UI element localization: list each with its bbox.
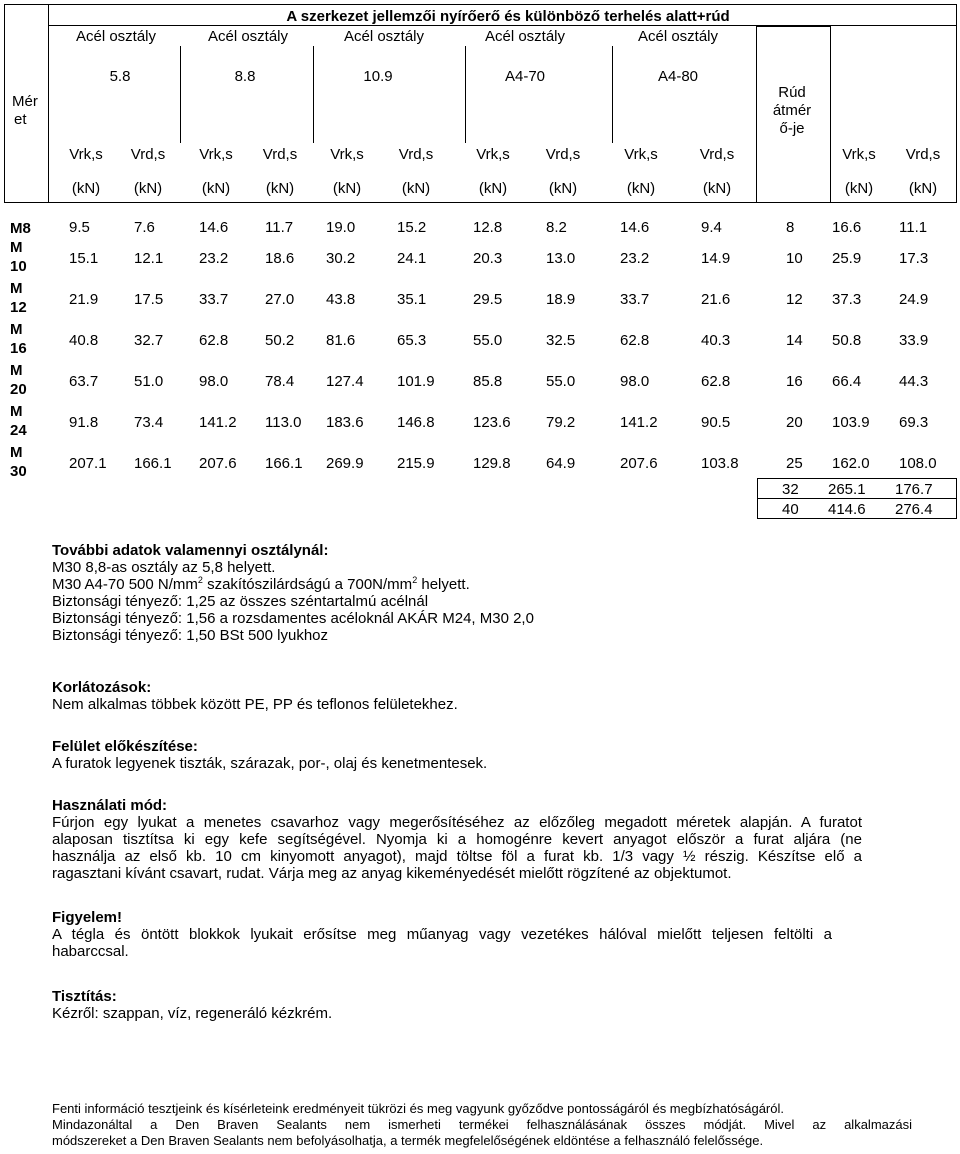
rod-label-1: Rúd: [778, 84, 806, 101]
more-data-heading: További adatok valamennyi osztálynál:: [52, 542, 329, 559]
class-label-1: Acél osztály: [75, 28, 157, 45]
limits-text: Nem alkalmas többek között PE, PP és teflonos felületekhez.: [52, 696, 458, 713]
class-label-5: Acél osztály: [637, 28, 719, 45]
rod-diameter-cell: 40: [782, 501, 799, 518]
rod-value-cell: 66.4: [832, 373, 862, 390]
vrk-label: Vrk,s: [330, 146, 364, 163]
rod-value-cell: 414.6: [828, 501, 866, 518]
unit-label: (kN): [626, 180, 656, 197]
usage-line: használja az első kb. 10 cm kinyomott anyagot), majd töltse föl a furat kb. 1/3 vagy ½ részig. Készítse elő a: [52, 848, 862, 865]
vrk-label: Vrk,s: [199, 146, 233, 163]
value-cell: 62.8: [620, 332, 650, 349]
rod-value-cell: 265.1: [828, 481, 866, 498]
class-label-3: Acél osztály: [343, 28, 425, 45]
value-cell: 78.4: [265, 373, 295, 390]
unit-label: (kN): [548, 180, 578, 197]
value-cell: 15.2: [397, 219, 427, 236]
unit-label: (kN): [844, 180, 874, 197]
table-row: [4, 278, 957, 318]
value-cell: 20.3: [473, 250, 503, 267]
value-cell: 113.0: [265, 414, 302, 431]
rod-diameter-cell: 20: [786, 414, 803, 431]
vrd-label: Vrd,s: [545, 146, 581, 163]
warning-line: A tégla és öntött blokkok lyukait erősítse meg műanyag vagy vezetékes hálóval mielőtt teljesen feltölti a: [52, 926, 832, 943]
vrd-label: Vrd,s: [398, 146, 434, 163]
more-data-line: Biztonsági tényező: 1,50 BSt 500 lyukhoz: [52, 627, 329, 644]
unit-label: (kN): [71, 180, 101, 197]
value-cell: 101.9: [397, 373, 435, 390]
value-cell: 207.6: [620, 455, 658, 472]
warning-line: habarccsal.: [52, 943, 129, 960]
cleaning-heading: Tisztítás:: [52, 988, 117, 1005]
usage-section: [52, 797, 862, 882]
vrd-label: Vrd,s: [262, 146, 298, 163]
value-cell: 7.6: [134, 219, 155, 236]
value-cell: 13.0: [546, 250, 576, 267]
footer-line: Fenti információ tesztjeink és kísérleteink eredményeit tükrözi és meg vagyunk győződve pontosságáról és megbízhatóságáról.: [52, 1101, 784, 1116]
table-row: [4, 217, 957, 237]
vrk-label: Vrk,s: [69, 146, 103, 163]
value-cell: 166.1: [265, 455, 303, 472]
value-cell: 9.4: [701, 219, 722, 236]
cleaning-section: [52, 988, 332, 1022]
unit-label: (kN): [908, 180, 938, 197]
corner-label-2: et: [14, 111, 27, 128]
unit-label: (kN): [332, 180, 362, 197]
disclaimer-footer: [52, 1101, 912, 1149]
value-cell: 215.9: [397, 455, 435, 472]
size-label: M8: [10, 220, 31, 237]
value-cell: 73.4: [134, 414, 164, 431]
unit-label: (kN): [401, 180, 431, 197]
value-cell: 141.2: [620, 414, 658, 431]
rod-value-cell: 69.3: [899, 414, 929, 431]
value-cell: 19.0: [326, 219, 356, 236]
value-cell: 62.8: [701, 373, 731, 390]
value-cell: 33.7: [199, 291, 229, 308]
class-value-10.9: 10.9: [363, 68, 393, 85]
value-cell: 55.0: [473, 332, 503, 349]
vrd-label: Vrd,s: [130, 146, 166, 163]
value-cell: 166.1: [134, 455, 172, 472]
class-value-a4-80: A4-80: [657, 68, 699, 85]
rod-value-cell: 11.1: [899, 219, 928, 236]
value-cell: 129.8: [473, 455, 511, 472]
value-cell: 18.9: [546, 291, 576, 308]
table-row: [4, 319, 957, 359]
value-cell: 207.6: [199, 455, 237, 472]
value-cell: 43.8: [326, 291, 356, 308]
more-data-line: M30 A4-70 500 $N/mm^2$ szakítószilárdságú a $700N/mm^2$ helyett.: [52, 575, 470, 593]
value-cell: 123.6: [473, 414, 511, 431]
rod-value-cell: 33.9: [899, 332, 929, 349]
table-row: [4, 401, 957, 441]
value-cell: 40.8: [69, 332, 99, 349]
surface-text: A furatok legyenek tiszták, szárazak, por-, olaj és kenetmentesek.: [52, 755, 488, 772]
unit-label: (kN): [478, 180, 508, 197]
rod-label-2: átmér: [772, 102, 812, 119]
vrk-label: Vrk,s: [842, 146, 876, 163]
value-cell: 21.6: [701, 291, 731, 308]
size-label: M10: [10, 239, 27, 275]
unit-label: (kN): [133, 180, 163, 197]
value-cell: 65.3: [397, 332, 427, 349]
more-data-line: Biztonsági tényező: 1,56 a rozsdamentes acéloknál AKÁR M24, M30 2,0: [52, 610, 534, 627]
value-cell: 9.5: [69, 219, 90, 236]
rod-diameter-cell: 32: [782, 481, 799, 498]
value-cell: 55.0: [546, 373, 576, 390]
rod-value-cell: 162.0: [832, 455, 870, 472]
value-cell: 79.2: [546, 414, 576, 431]
value-cell: 23.2: [199, 250, 229, 267]
value-cell: 8.2: [546, 219, 567, 236]
limits-section: [52, 679, 458, 713]
value-cell: 33.7: [620, 291, 650, 308]
value-cell: 146.8: [397, 414, 435, 431]
rod-value-cell: 24.9: [899, 291, 929, 308]
more-data-line: Biztonsági tényező: 1,25 az összes széntartalmú acélnál: [52, 593, 429, 610]
rod-diameter-cell: 10: [786, 250, 803, 267]
table-row: [4, 442, 957, 482]
value-cell: 269.9: [326, 455, 364, 472]
value-cell: 32.7: [134, 332, 164, 349]
value-cell: 51.0: [134, 373, 164, 390]
class-value-8.8: 8.8: [234, 68, 256, 85]
value-cell: 35.1: [397, 291, 427, 308]
size-label: M12: [10, 280, 27, 316]
value-cell: 30.2: [326, 250, 356, 267]
value-cell: 14.6: [620, 219, 650, 236]
table-row: [4, 237, 957, 277]
value-cell: 21.9: [69, 291, 99, 308]
vrd-label: Vrd,s: [699, 146, 735, 163]
value-cell: 91.8: [69, 414, 99, 431]
value-cell: 23.2: [620, 250, 650, 267]
vrk-label: Vrk,s: [624, 146, 658, 163]
rod-label-3: ő-je: [779, 120, 805, 137]
rod-value-cell: 16.6: [832, 219, 862, 236]
value-cell: 85.8: [473, 373, 503, 390]
usage-line: alaposan tisztítsa ki egy kefe segítségével. Nyomja ki a homogénre kevert anyagot először a furat aljára (ne: [52, 831, 862, 848]
extra-rod-table: [757, 478, 957, 518]
rod-diameter-cell: 25: [786, 455, 803, 472]
table-title: A szerkezet jellemzői nyírőerő és különböző terhelés alatt+rúd: [286, 8, 730, 25]
value-cell: 24.1: [397, 250, 427, 267]
value-cell: 62.8: [199, 332, 229, 349]
cleaning-text: Kézről: szappan, víz, regeneráló kézkrém.: [52, 1005, 333, 1022]
footer-line: módszereket a Den Braven Sealants nem befolyásolhatja, a termék megfelelőségének eldöntése a felhasználó felelőssége.: [52, 1133, 764, 1148]
warning-section: [52, 909, 832, 960]
limits-heading: Korlátozások:: [52, 679, 152, 696]
value-cell: 64.9: [546, 455, 576, 472]
rod-value-cell: 17.3: [899, 250, 929, 267]
table-header: [4, 4, 957, 203]
rod-value-cell: 44.3: [899, 373, 929, 390]
rod-value-cell: 103.9: [832, 414, 870, 431]
vrk-label: Vrk,s: [476, 146, 510, 163]
value-cell: 103.8: [701, 455, 739, 472]
value-cell: 14.6: [199, 219, 229, 236]
size-label: M20: [10, 362, 27, 398]
value-cell: 27.0: [265, 291, 295, 308]
unit-label: (kN): [265, 180, 295, 197]
class-value-5.8: 5.8: [109, 68, 131, 85]
value-cell: 127.4: [326, 373, 364, 390]
rod-value-cell: 176.7: [895, 481, 933, 498]
corner-label-1: Mér: [12, 93, 38, 110]
size-label: M16: [10, 321, 27, 357]
value-cell: 50.2: [265, 332, 295, 349]
class-label-4: Acél osztály: [484, 28, 566, 45]
usage-line: ragasztani kívánt csavart, rudat. Várja meg az anyag kikeményedését mielőtt rögzítené az objektumot.: [52, 865, 732, 882]
unit-label: (kN): [201, 180, 231, 197]
rod-value-cell: 25.9: [832, 250, 862, 267]
rod-diameter-cell: 14: [786, 332, 803, 349]
value-cell: 183.6: [326, 414, 364, 431]
more-data-line: M30 8,8-as osztály az 5,8 helyett.: [52, 559, 276, 576]
rod-diameter-cell: 12: [786, 291, 803, 308]
value-cell: 14.9: [701, 250, 731, 267]
value-cell: 17.5: [134, 291, 164, 308]
value-cell: 98.0: [620, 373, 650, 390]
value-cell: 40.3: [701, 332, 731, 349]
table-row: [4, 360, 957, 400]
value-cell: 90.5: [701, 414, 731, 431]
rod-diameter-cell: 16: [786, 373, 803, 390]
value-cell: 15.1: [69, 250, 99, 267]
value-cell: 81.6: [326, 332, 356, 349]
value-cell: 141.2: [199, 414, 237, 431]
class-value-a4-70: A4-70: [504, 68, 546, 85]
rod-value-cell: 37.3: [832, 291, 862, 308]
value-cell: 63.7: [69, 373, 99, 390]
surface-section: [52, 738, 487, 772]
unit-label: (kN): [702, 180, 732, 197]
value-cell: 32.5: [546, 332, 576, 349]
surface-heading: Felület előkészítése:: [52, 738, 198, 755]
usage-line: Fúrjon egy lyukat a menetes csavarhoz vagy megerősítéséhez az előzőleg megadott méretek alapján. A furatot: [52, 814, 862, 831]
size-label: M24: [10, 403, 27, 439]
rod-value-cell: 50.8: [832, 332, 862, 349]
rod-diameter-cell: 8: [786, 219, 795, 236]
footer-line: Mindazonáltal a Den Braven Sealants nem ismerheti termékei felhasználásának összes módját. Mivel az alkalmazási: [52, 1117, 912, 1132]
class-label-2: Acél osztály: [207, 28, 289, 45]
value-cell: 98.0: [199, 373, 229, 390]
rod-value-cell: 276.4: [895, 501, 933, 518]
value-cell: 29.5: [473, 291, 503, 308]
value-cell: 12.1: [134, 250, 164, 267]
value-cell: 11.7: [265, 219, 294, 236]
value-cell: 207.1: [69, 455, 107, 472]
value-cell: 12.8: [473, 219, 503, 236]
more-data-section: [52, 542, 534, 644]
size-label: M30: [10, 444, 27, 480]
usage-heading: Használati mód:: [52, 797, 168, 814]
value-cell: 18.6: [265, 250, 295, 267]
rod-value-cell: 108.0: [899, 455, 937, 472]
warning-heading: Figyelem!: [52, 909, 123, 926]
vrd-label: Vrd,s: [905, 146, 941, 163]
